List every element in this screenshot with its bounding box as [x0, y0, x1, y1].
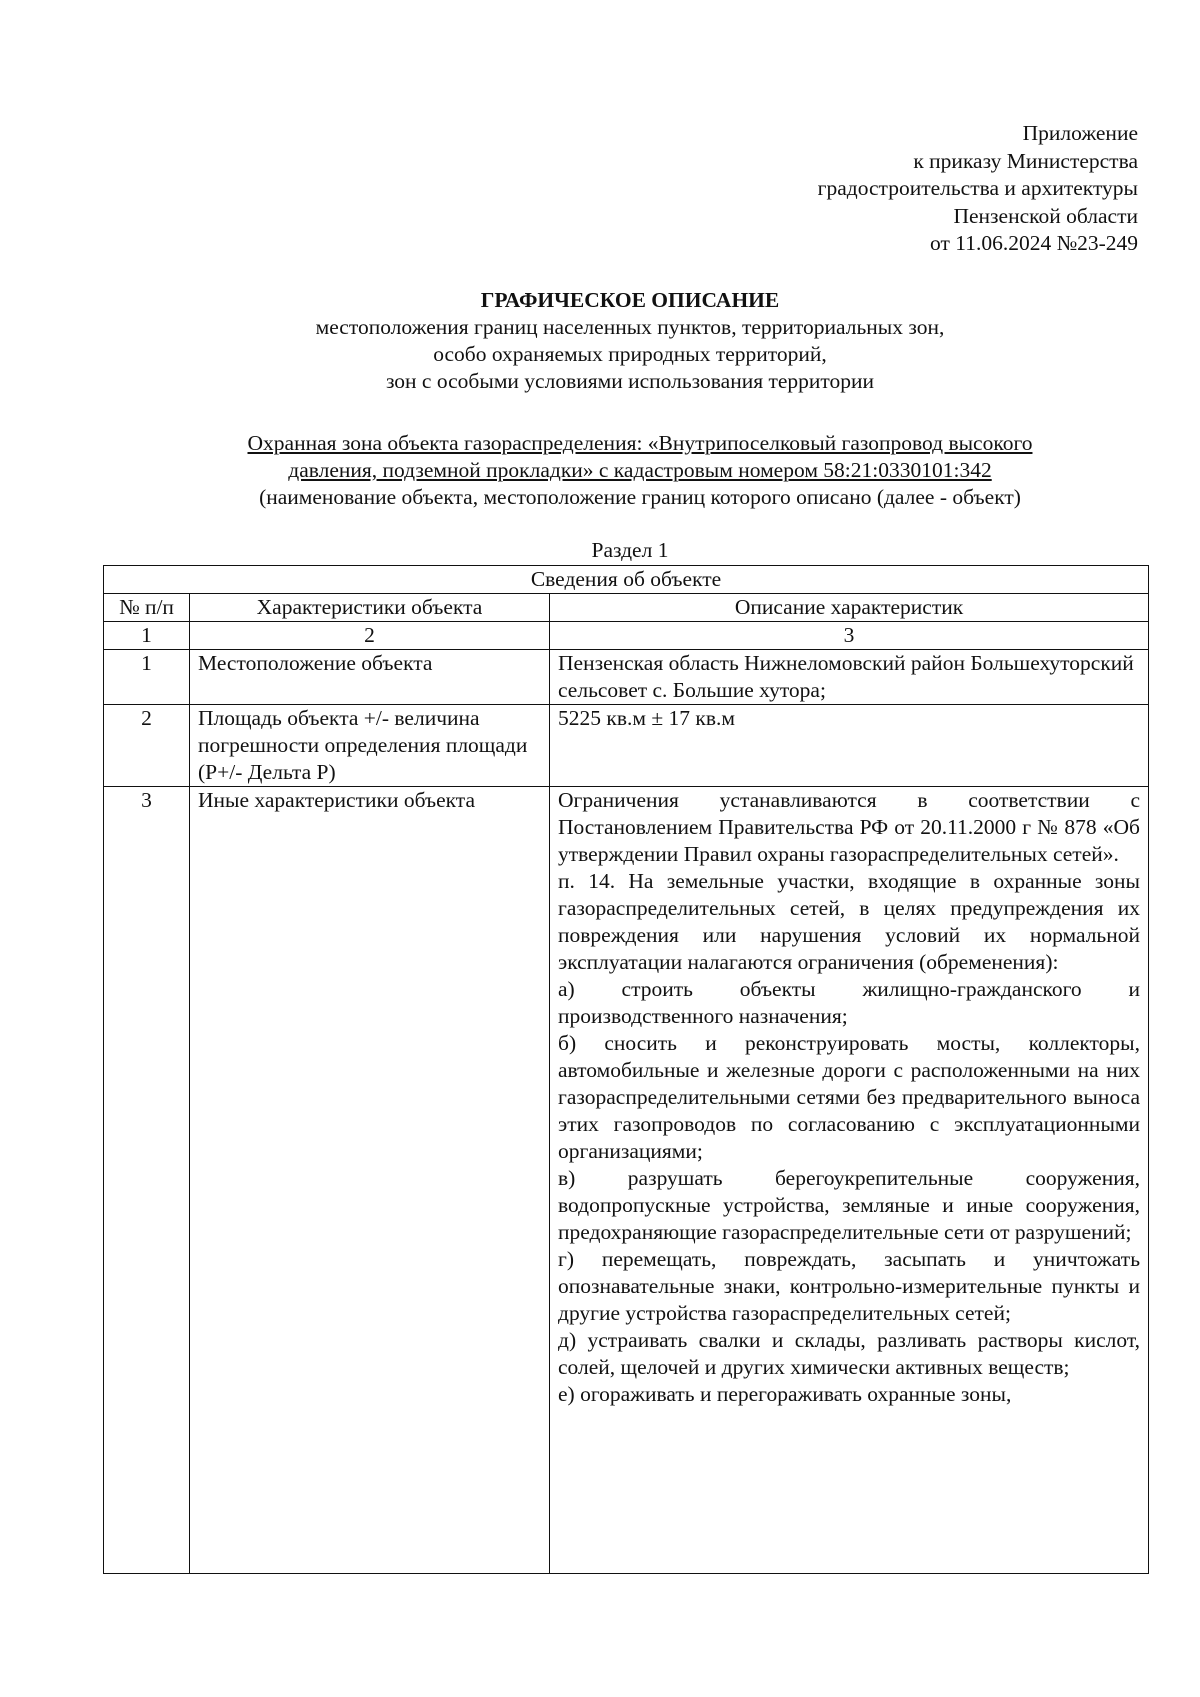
row-number: 1	[104, 650, 190, 705]
object-info-table	[103, 565, 1149, 1574]
column-header: Характеристики объекта	[190, 594, 550, 622]
row-characteristic: Иные характеристики объекта	[190, 787, 550, 1574]
description-paragraph: в) разрушать берегоукрепительные сооружения, водопропускные устройства, земляные и иные сооружения, предохраняющие газораспределительные сети от разрушений;	[558, 1166, 1140, 1244]
description-paragraph: д) устраивать свалки и склады, разливать растворы кислот, солей, щелочей и других химически активных веществ;	[558, 1328, 1140, 1379]
row-characteristic: Площадь объекта +/- величина погрешности определения площади (Р+/- Дельта Р)	[190, 705, 550, 787]
appendix-line: градостроительства и архитектуры	[817, 176, 1138, 200]
description-paragraph: п. 14. На земельные участки, входящие в охранные зоны газораспределительных сетей, в целях предупреждения их повреждения или нарушения условий их нормальной эксплуатации налагаются ограничения (обременения):	[558, 869, 1140, 974]
title-block	[0, 287, 1200, 395]
appendix-line: Пензенской области	[953, 203, 1138, 228]
column-header: Описание характеристик	[550, 594, 1149, 622]
column-number: 1	[104, 622, 190, 650]
object-name-line: Охранная зона объекта газораспределения: «Внутрипоселковый газопровод высокого	[247, 431, 1033, 455]
row-description	[550, 787, 1149, 1574]
document-subtitle-line: местоположения границ населенных пунктов, территориальных зон,	[315, 315, 945, 339]
table-title-row	[104, 566, 1149, 594]
appendix-line: к приказу Министерства	[913, 148, 1138, 173]
table-header-row	[104, 594, 1149, 622]
appendix-header	[818, 120, 1138, 258]
description-paragraph: е) огораживать и перегораживать охранные зоны,	[558, 1382, 1012, 1406]
description-paragraph: б) сносить и реконструировать мосты, коллекторы, автомобильные и железные дороги с расположенными на них газораспределительными сетями без предварительного выноса этих газопроводов по согласованию с эксплуатационными организациями;	[558, 1031, 1140, 1163]
row-number: 2	[104, 705, 190, 787]
column-number: 2	[190, 622, 550, 650]
row-description: 5225 кв.м ± 17 кв.м	[550, 705, 1149, 787]
appendix-line: Приложение	[1022, 121, 1138, 145]
description-paragraph: г) перемещать, повреждать, засыпать и уничтожать опознавательные знаки, контрольно-измерительные пункты и другие устройства газораспределительных сетей;	[558, 1247, 1140, 1325]
description-paragraph: Ограничения устанавливаются в соответствии с Постановлением Правительства РФ от 20.11.2000 г № 878 «Об утверждении Правил охраны газораспределительных сетей».	[558, 788, 1140, 866]
column-header: № п/п	[104, 594, 190, 622]
object-name-caption: (наименование объекта, местоположение границ которого описано (далее - объект)	[259, 485, 1021, 509]
table-title: Сведения об объекте	[104, 566, 1149, 594]
object-name-line: давления, подземной прокладки» с кадастровым номером 58:21:0330101:342	[288, 458, 992, 482]
row-characteristic: Местоположение объекта	[190, 650, 550, 705]
description-text	[558, 787, 1140, 1573]
document-subtitle-line: зон с особыми условиями использования территории	[385, 369, 875, 393]
table-row	[104, 705, 1149, 787]
column-number-row	[104, 622, 1149, 650]
table-row	[104, 650, 1149, 705]
document-title: ГРАФИЧЕСКОЕ ОПИСАНИЕ	[480, 288, 780, 312]
section-label: Раздел 1	[591, 538, 669, 562]
document-subtitle-line: особо охраняемых природных территорий,	[433, 342, 827, 366]
description-paragraph: а) строить объекты жилищно-гражданского и производственного назначения;	[558, 977, 1140, 1028]
row-description: Пензенская область Нижнеломовский район Большехуторский сельсовет с. Большие хутора;	[550, 650, 1149, 705]
column-number: 3	[550, 622, 1149, 650]
row-number: 3	[104, 787, 190, 1574]
object-name-block	[140, 430, 1140, 511]
appendix-line: от 11.06.2024 №23-249	[930, 231, 1138, 255]
table-row	[104, 787, 1149, 1574]
